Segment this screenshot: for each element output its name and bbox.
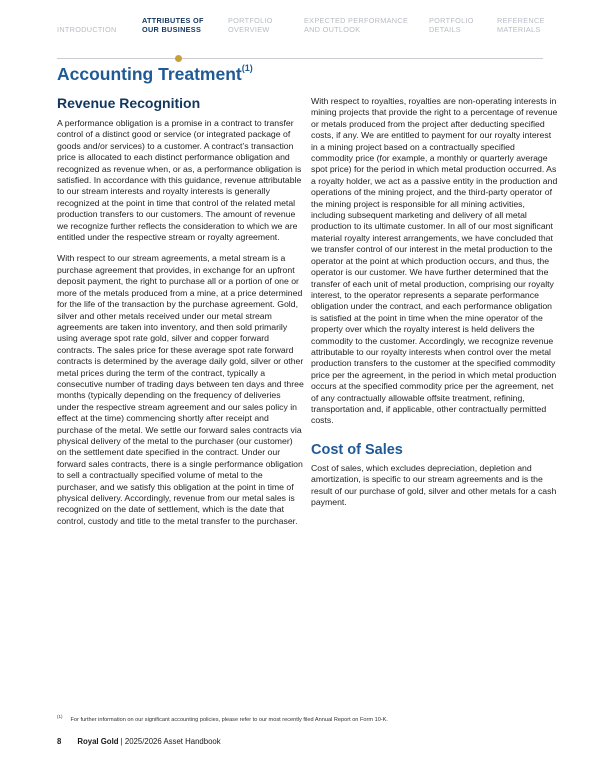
nav-item-introduction[interactable]	[57, 16, 117, 34]
nav-item-line2: OUR BUSINESS	[142, 25, 202, 34]
nav-item-line2: INTRODUCTION	[57, 25, 117, 34]
footer-brand: Royal Gold	[77, 737, 119, 746]
page-number: 8	[57, 737, 62, 746]
nav-item-expected-performance[interactable]	[304, 16, 408, 34]
nav-item-reference-materials[interactable]	[497, 16, 545, 34]
nav-item-line2: MATERIALS	[497, 25, 541, 34]
nav-item-line1: REFERENCE	[497, 16, 545, 25]
page-title	[57, 64, 253, 85]
left-column	[57, 94, 304, 537]
nav-item-line2: OVERVIEW	[228, 25, 270, 34]
nav-item-line2: AND OUTLOOK	[304, 25, 361, 34]
revenue-paragraph-1: A performance obligation is a promise in a contract to transfer control of a distinct good or service (or integrated package of goods and/or services) to a customer. A contract’s transaction price is allocated to each distinct performance obligation and recognized as revenue when, or as, a performance obligation is satisfied. In accordance with this guidance, revenue attributable to our stream interests and royalty interests is generally recognized at the point in time that control of the related metal production transfers to our customers. The amount of revenue we recognize further reflects the consideration to which we are entitled under the respective stream or royalty agreement.	[57, 118, 302, 243]
nav-item-line1	[57, 16, 117, 25]
footer-separator: |	[118, 737, 125, 746]
revenue-paragraph-2: With respect to our stream agreements, a metal stream is a purchase agreement that provides, in exchange for an upfront deposit payment, the right to purchase all or a portion of one or more of the metals produced from a mine, at a price determined for the life of the transaction by the purchase agreement. Gold, silver and other metals received under our metal stream agreements are taken into inventory, and then sold primarily using average spot rate gold, silver and copper forward contracts. The sales price for these average spot rate forward contracts is determined by the average daily gold, silver or other metal prices during the term of the contract, typically a consecutive number of trading days between ten days and three months (typically depending on the frequency of deliveries under the respective stream agreement and our sales policy in effect at the time) commencing shortly after receipt and purchase of the metal. We settle our forward sales contracts via physical delivery of the metal to the purchaser (our customer) on the settlement date specified in the contract. Under our forward sales contracts, there is a single performance obligation to sell a contractually specified volume of metal to the purchaser, and we satisfy this obligation at the point in time of physical delivery. Accordingly, revenue from our metal sales is recognized on the date of settlement, which is the date that control, custody and title to the metal transfer to the purchaser.	[57, 253, 304, 526]
footnote	[57, 714, 388, 723]
nav-item-line1: PORTFOLIO	[429, 16, 474, 25]
cost-of-sales-heading: Cost of Sales	[311, 441, 403, 458]
nav-item-line1: ATTRIBUTES OF	[142, 16, 204, 25]
footnote-text: For further information on our significant accounting policies, please refer to our most recently filed Annual Report on Form 10-K.	[70, 716, 388, 723]
cost-of-sales-paragraph: Cost of sales, which excludes depreciation, depletion and amortization, is specific to our stream agreements and is the result of our purchase of gold, silver and other metals for a cash payment.	[311, 462, 557, 507]
title-footnote-marker: (1)	[241, 63, 253, 73]
nav-item-attributes[interactable]	[142, 16, 204, 34]
page-footer	[57, 737, 221, 746]
footnote-marker: (1)	[57, 714, 63, 719]
active-section-marker	[175, 55, 182, 62]
footer-document-title: 2025/2026 Asset Handbook	[124, 737, 221, 746]
nav-item-line2: DETAILS	[429, 25, 461, 34]
revenue-paragraph-3: With respect to royalties, royalties are non-operating interests in mining projects that provide the right to a percentage of revenue or metals produced from the project after deducting specified costs, if any. We are entitled to payment for our royalty interest in a mining project based on a contractually specified commodity price (for example, a monthly or quarterly average spot price) for the period in which metal production occurred. As a royalty holder, we act as a passive entity in the production and operations of the mining project, and the third-party operator of the mining project is responsible for all mining activities, including subsequent marketing and delivery of all metal production to its ultimate customer. In all of our most significant material royalty interest arrangements, we have concluded that we transfer control of our interest in the metal production to the operator at the point at which production occurs, and thus, the operator is our customer. We have further determined that the transfer of each unit of metal production, comprising our royalty interest, to the operator represents a separate performance obligation under the contract, and each performance obligation is satisfied at the point in time when the mine operator of the property over which the royalty interest is held delivers the commodity to the customer. Accordingly, we recognize revenue attributable to our royalty interests when control over the metal production transfers to the customer at the specified commodity price per the agreement, in the period in which metal production occurs at the specified commodity price per the agreement, net of any contractually allowable offsite treatment, refining, transportation and, if applicable, other contractually permitted costs.	[311, 96, 558, 426]
nav-item-line1: EXPECTED PERFORMANCE	[304, 16, 409, 25]
revenue-recognition-heading: Revenue Recognition	[57, 95, 201, 111]
nav-item-line1: PORTFOLIO	[228, 16, 273, 25]
nav-divider	[57, 58, 543, 59]
right-column	[311, 96, 558, 518]
nav-item-portfolio-details[interactable]	[429, 16, 474, 34]
nav-item-portfolio-overview[interactable]	[228, 16, 273, 34]
section-nav	[0, 16, 600, 56]
page-title-text: Accounting Treatment	[57, 64, 242, 84]
